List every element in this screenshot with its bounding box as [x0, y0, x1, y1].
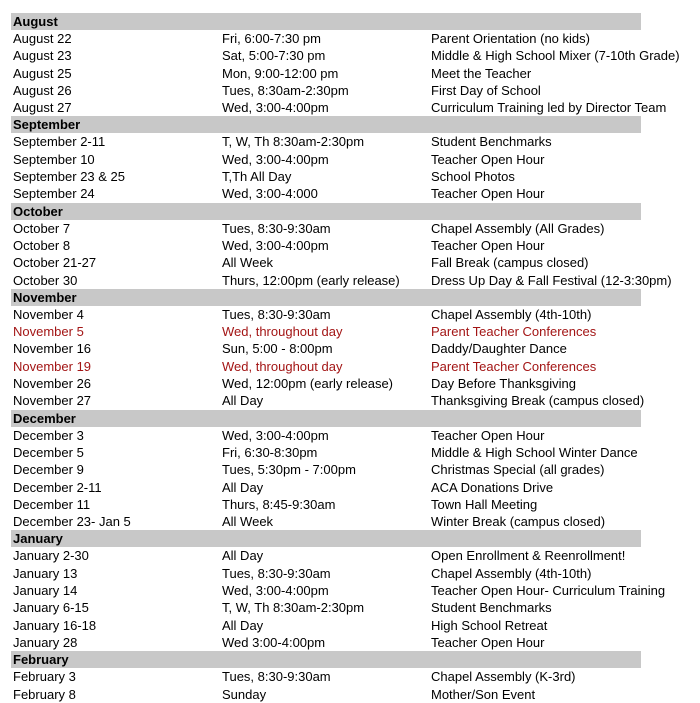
event-time: All Day — [222, 393, 264, 409]
event-name: School Photos — [431, 169, 515, 185]
event-date: November 4 — [13, 306, 84, 322]
event-time: Wed 3:00-4:00pm — [222, 634, 326, 650]
event-date: September 2-11 — [13, 134, 106, 150]
event-row — [0, 220, 700, 237]
event-name: Teacher Open Hour- Curriculum Training — [431, 583, 666, 599]
event-time: Thurs, 8:45-9:30am — [222, 496, 336, 512]
event-row — [0, 133, 700, 150]
event-time: All Week — [222, 514, 274, 530]
event-row — [0, 151, 700, 168]
event-row — [0, 444, 700, 461]
event-time: Sun, 5:00 - 8:00pm — [222, 341, 333, 357]
event-time: All Day — [222, 617, 264, 633]
event-date: January 28 — [13, 634, 78, 650]
event-name: Day Before Thanksgiving — [431, 376, 577, 392]
event-time: Tues, 8:30-9:30am — [222, 306, 331, 322]
event-name: Thanksgiving Break (campus closed) — [431, 393, 645, 409]
event-row — [0, 254, 700, 271]
event-row — [0, 65, 700, 82]
event-time: Tues, 5:30pm - 7:00pm — [222, 462, 356, 478]
event-name: Winter Break (campus closed) — [431, 514, 606, 530]
event-time: All Day — [222, 479, 264, 495]
event-name: Middle & High School Winter Dance — [431, 444, 638, 460]
event-row — [0, 634, 700, 651]
event-name: Student Benchmarks — [431, 600, 552, 616]
event-time: Mon, 9:00-12:00 pm — [222, 65, 339, 81]
event-date: October 8 — [13, 237, 71, 253]
event-name: Parent Teacher Conferences — [431, 324, 597, 340]
event-time: Wed, 3:00-4:000 — [222, 186, 318, 202]
event-row — [0, 375, 700, 392]
event-date: August 27 — [13, 100, 72, 116]
event-time: Tues, 8:30-9:30am — [222, 565, 331, 581]
event-date: October 21-27 — [13, 255, 97, 271]
event-row — [0, 427, 700, 444]
month-header-january: January — [11, 530, 641, 547]
event-name: Chapel Assembly (4th-10th) — [431, 306, 592, 322]
event-date: February 3 — [13, 669, 76, 685]
event-date: November 19 — [13, 358, 92, 374]
event-time: Wed, 3:00-4:00pm — [222, 583, 329, 599]
event-date: August 26 — [13, 82, 72, 98]
event-date: August 25 — [13, 65, 72, 81]
event-row — [0, 599, 700, 616]
event-row — [0, 99, 700, 116]
event-name: Town Hall Meeting — [431, 496, 538, 512]
event-time: Tues, 8:30-9:30am — [222, 220, 331, 236]
event-time: Wed, throughout day — [222, 358, 343, 374]
event-date: January 6-15 — [13, 600, 89, 616]
event-name: Chapel Assembly (K-3rd) — [431, 669, 576, 685]
event-date: December 23- Jan 5 — [13, 514, 131, 530]
event-date: December 9 — [13, 462, 84, 478]
event-row — [0, 340, 700, 357]
event-row — [0, 272, 700, 289]
event-name: Mother/Son Event — [431, 686, 536, 702]
event-time: Wed, 3:00-4:00pm — [222, 427, 329, 443]
event-row — [0, 582, 700, 599]
event-row — [0, 617, 700, 634]
event-name: High School Retreat — [431, 617, 548, 633]
event-time: All Week — [222, 255, 274, 271]
event-name: Teacher Open Hour — [431, 151, 545, 167]
event-time: Wed, 12:00pm (early release) — [222, 376, 394, 392]
event-time: Thurs, 12:00pm (early release) — [222, 272, 400, 288]
event-time: Fri, 6:30-8:30pm — [222, 444, 318, 460]
event-time: All Day — [222, 548, 264, 564]
event-name: Daddy/Daughter Dance — [431, 341, 567, 357]
event-name: Teacher Open Hour — [431, 634, 545, 650]
event-row — [0, 496, 700, 513]
month-header-december: December — [11, 410, 641, 427]
event-date: September 23 & 25 — [13, 169, 126, 185]
month-header-february: February — [11, 651, 641, 668]
event-row — [0, 392, 700, 409]
event-name: Curriculum Training led by Director Team — [431, 100, 667, 116]
event-date: January 16-18 — [13, 617, 97, 633]
event-row — [0, 479, 700, 496]
event-name: Chapel Assembly (4th-10th) — [431, 565, 592, 581]
month-header-september: September — [11, 116, 641, 133]
event-name: Dress Up Day & Fall Festival (12-3:30pm) — [431, 272, 672, 288]
event-row — [0, 668, 700, 685]
event-row — [0, 306, 700, 323]
event-time: Wed, 3:00-4:00pm — [222, 237, 329, 253]
event-date: December 11 — [13, 496, 91, 512]
event-row — [0, 323, 700, 340]
event-time: Fri, 6:00-7:30 pm — [222, 31, 321, 46]
event-name: Chapel Assembly (All Grades) — [431, 220, 605, 236]
event-date: December 2-11 — [13, 479, 102, 495]
event-date: August 23 — [13, 48, 72, 64]
event-row — [0, 47, 700, 64]
event-row — [0, 686, 700, 703]
event-time: Tues, 8:30-9:30am — [222, 669, 331, 685]
event-row — [0, 168, 700, 185]
event-row — [0, 237, 700, 254]
event-date: September 10 — [13, 151, 95, 167]
event-row — [0, 185, 700, 202]
event-date: February 8 — [13, 686, 76, 702]
event-date: November 16 — [13, 341, 92, 357]
event-time: Sunday — [222, 686, 267, 702]
event-date: January 13 — [13, 565, 78, 581]
event-name: Teacher Open Hour — [431, 186, 545, 202]
event-time: Wed, throughout day — [222, 324, 343, 340]
event-date: January 2-30 — [13, 548, 89, 564]
event-time: T, W, Th 8:30am-2:30pm — [222, 600, 365, 616]
school-calendar — [0, 13, 700, 703]
event-date: October 7 — [13, 220, 71, 236]
event-name: Christmas Special (all grades) — [431, 462, 605, 478]
event-date: December 5 — [13, 444, 84, 460]
event-date: August 22 — [13, 31, 72, 46]
event-row — [0, 547, 700, 564]
event-name: Middle & High School Mixer (7-10th Grade) — [431, 48, 680, 64]
event-date: November 5 — [13, 324, 84, 340]
event-date: January 14 — [13, 583, 78, 599]
event-time: Sat, 5:00-7:30 pm — [222, 48, 326, 64]
event-name: Parent Orientation (no kids) — [431, 31, 590, 46]
event-name: Parent Teacher Conferences — [431, 358, 597, 374]
event-time: Wed, 3:00-4:00pm — [222, 100, 329, 116]
event-row — [0, 461, 700, 478]
event-name: Student Benchmarks — [431, 134, 552, 150]
event-name: Open Enrollment & Reenrollment! — [431, 548, 626, 564]
event-date: October 30 — [13, 272, 78, 288]
event-date: November 27 — [13, 393, 92, 409]
month-header-august: August — [11, 13, 641, 30]
event-row — [0, 358, 700, 375]
event-name: Meet the Teacher — [431, 65, 532, 81]
event-name: Teacher Open Hour — [431, 427, 545, 443]
event-row — [0, 565, 700, 582]
event-time: T, W, Th 8:30am-2:30pm — [222, 134, 365, 150]
event-time: Wed, 3:00-4:00pm — [222, 151, 329, 167]
event-name: First Day of School — [431, 82, 541, 98]
event-date: December 3 — [13, 427, 84, 443]
event-time: Tues, 8:30am-2:30pm — [222, 82, 349, 98]
event-name: ACA Donations Drive — [431, 479, 554, 495]
event-time: T,Th All Day — [222, 169, 292, 185]
event-name: Fall Break (campus closed) — [431, 255, 589, 271]
month-header-november: November — [11, 289, 641, 306]
event-row — [0, 513, 700, 530]
event-row — [0, 30, 700, 47]
event-date: September 24 — [13, 186, 95, 202]
event-name: Teacher Open Hour — [431, 237, 545, 253]
event-date: November 26 — [13, 376, 92, 392]
event-row — [0, 82, 700, 99]
month-header-october: October — [11, 203, 641, 220]
